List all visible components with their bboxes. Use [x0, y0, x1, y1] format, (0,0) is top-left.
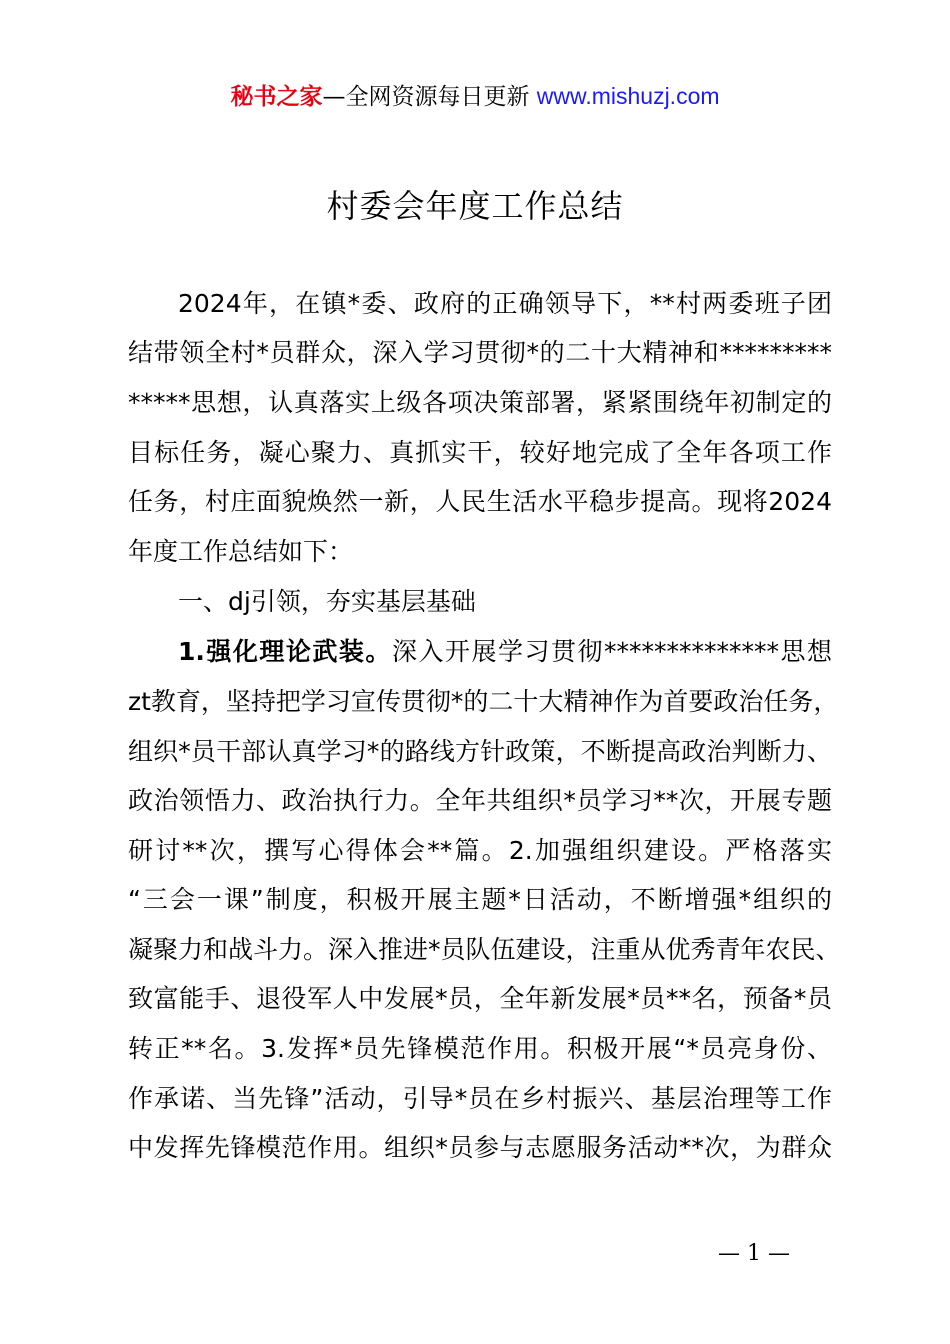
body-line: 转正**名。3.发挥*员先锋模范作用。积极开展“*员亮身份、: [128, 1034, 832, 1063]
document-title: 村委会年度工作总结: [326, 187, 624, 225]
body-line: [178, 632, 832, 672]
body-line: 研讨**次，撰写心得体会**篇。2.加强组织建设。严格落实: [128, 836, 832, 865]
site-header: [0, 80, 950, 113]
body-line: 组织*员干部认真学习*的路线方针政策，不断提高政治判断力、: [128, 737, 832, 766]
body-line: 任务，村庄面貌焕然一新，人民生活水平稳步提高。现将2024: [128, 487, 832, 516]
page-number: — 1 —: [718, 1241, 790, 1266]
body-line: “三会一课”制度，积极开展主题*日活动，不断增强*组织的: [128, 885, 832, 914]
body-line: 政治领悟力、政治执行力。全年共组织*员学习**次，开展专题: [128, 786, 832, 815]
body-line: 凝聚力和战斗力。深入推进*员队伍建设，注重从优秀青年农民、: [128, 935, 841, 964]
site-url[interactable]: www.mishuzj.com: [536, 83, 720, 109]
body-line: zt教育，坚持把学习宣传贯彻*的二十大精神作为首要政治任务，: [128, 687, 839, 716]
body-line: *****思想，认真落实上级各项决策部署，紧紧围绕年初制定的: [128, 388, 832, 417]
body-line: 中发挥先锋模范作用。组织*员参与志愿服务活动**次，为群众: [128, 1133, 832, 1162]
bold-lead: 1.强化理论武装。: [178, 637, 392, 666]
body-line-rest: 深入开展学习贯彻**************思想: [391, 637, 832, 666]
body-line: 作承诺、当先锋”活动，引导*员在乡村振兴、基层治理等工作: [128, 1084, 832, 1113]
body-line: 目标任务，凝心聚力、真抓实干，较好地完成了全年各项工作: [128, 438, 832, 467]
body-line: 致富能手、退役军人中发展*员，全年新发展*员**名，预备*员: [128, 984, 832, 1013]
body-line: 年度工作总结如下：: [128, 537, 354, 566]
body-line: 结带领全村*员群众，深入学习贯彻*的二十大精神和*********: [128, 338, 832, 367]
brand-name: 秘书之家: [230, 84, 323, 110]
body-line: 2024年，在镇*委、政府的正确领导下，**村两委班子团: [178, 289, 832, 318]
section-heading: 一、dj引领，夯实基层基础: [178, 587, 476, 616]
header-tagline: —全网资源每日更新: [322, 84, 530, 110]
